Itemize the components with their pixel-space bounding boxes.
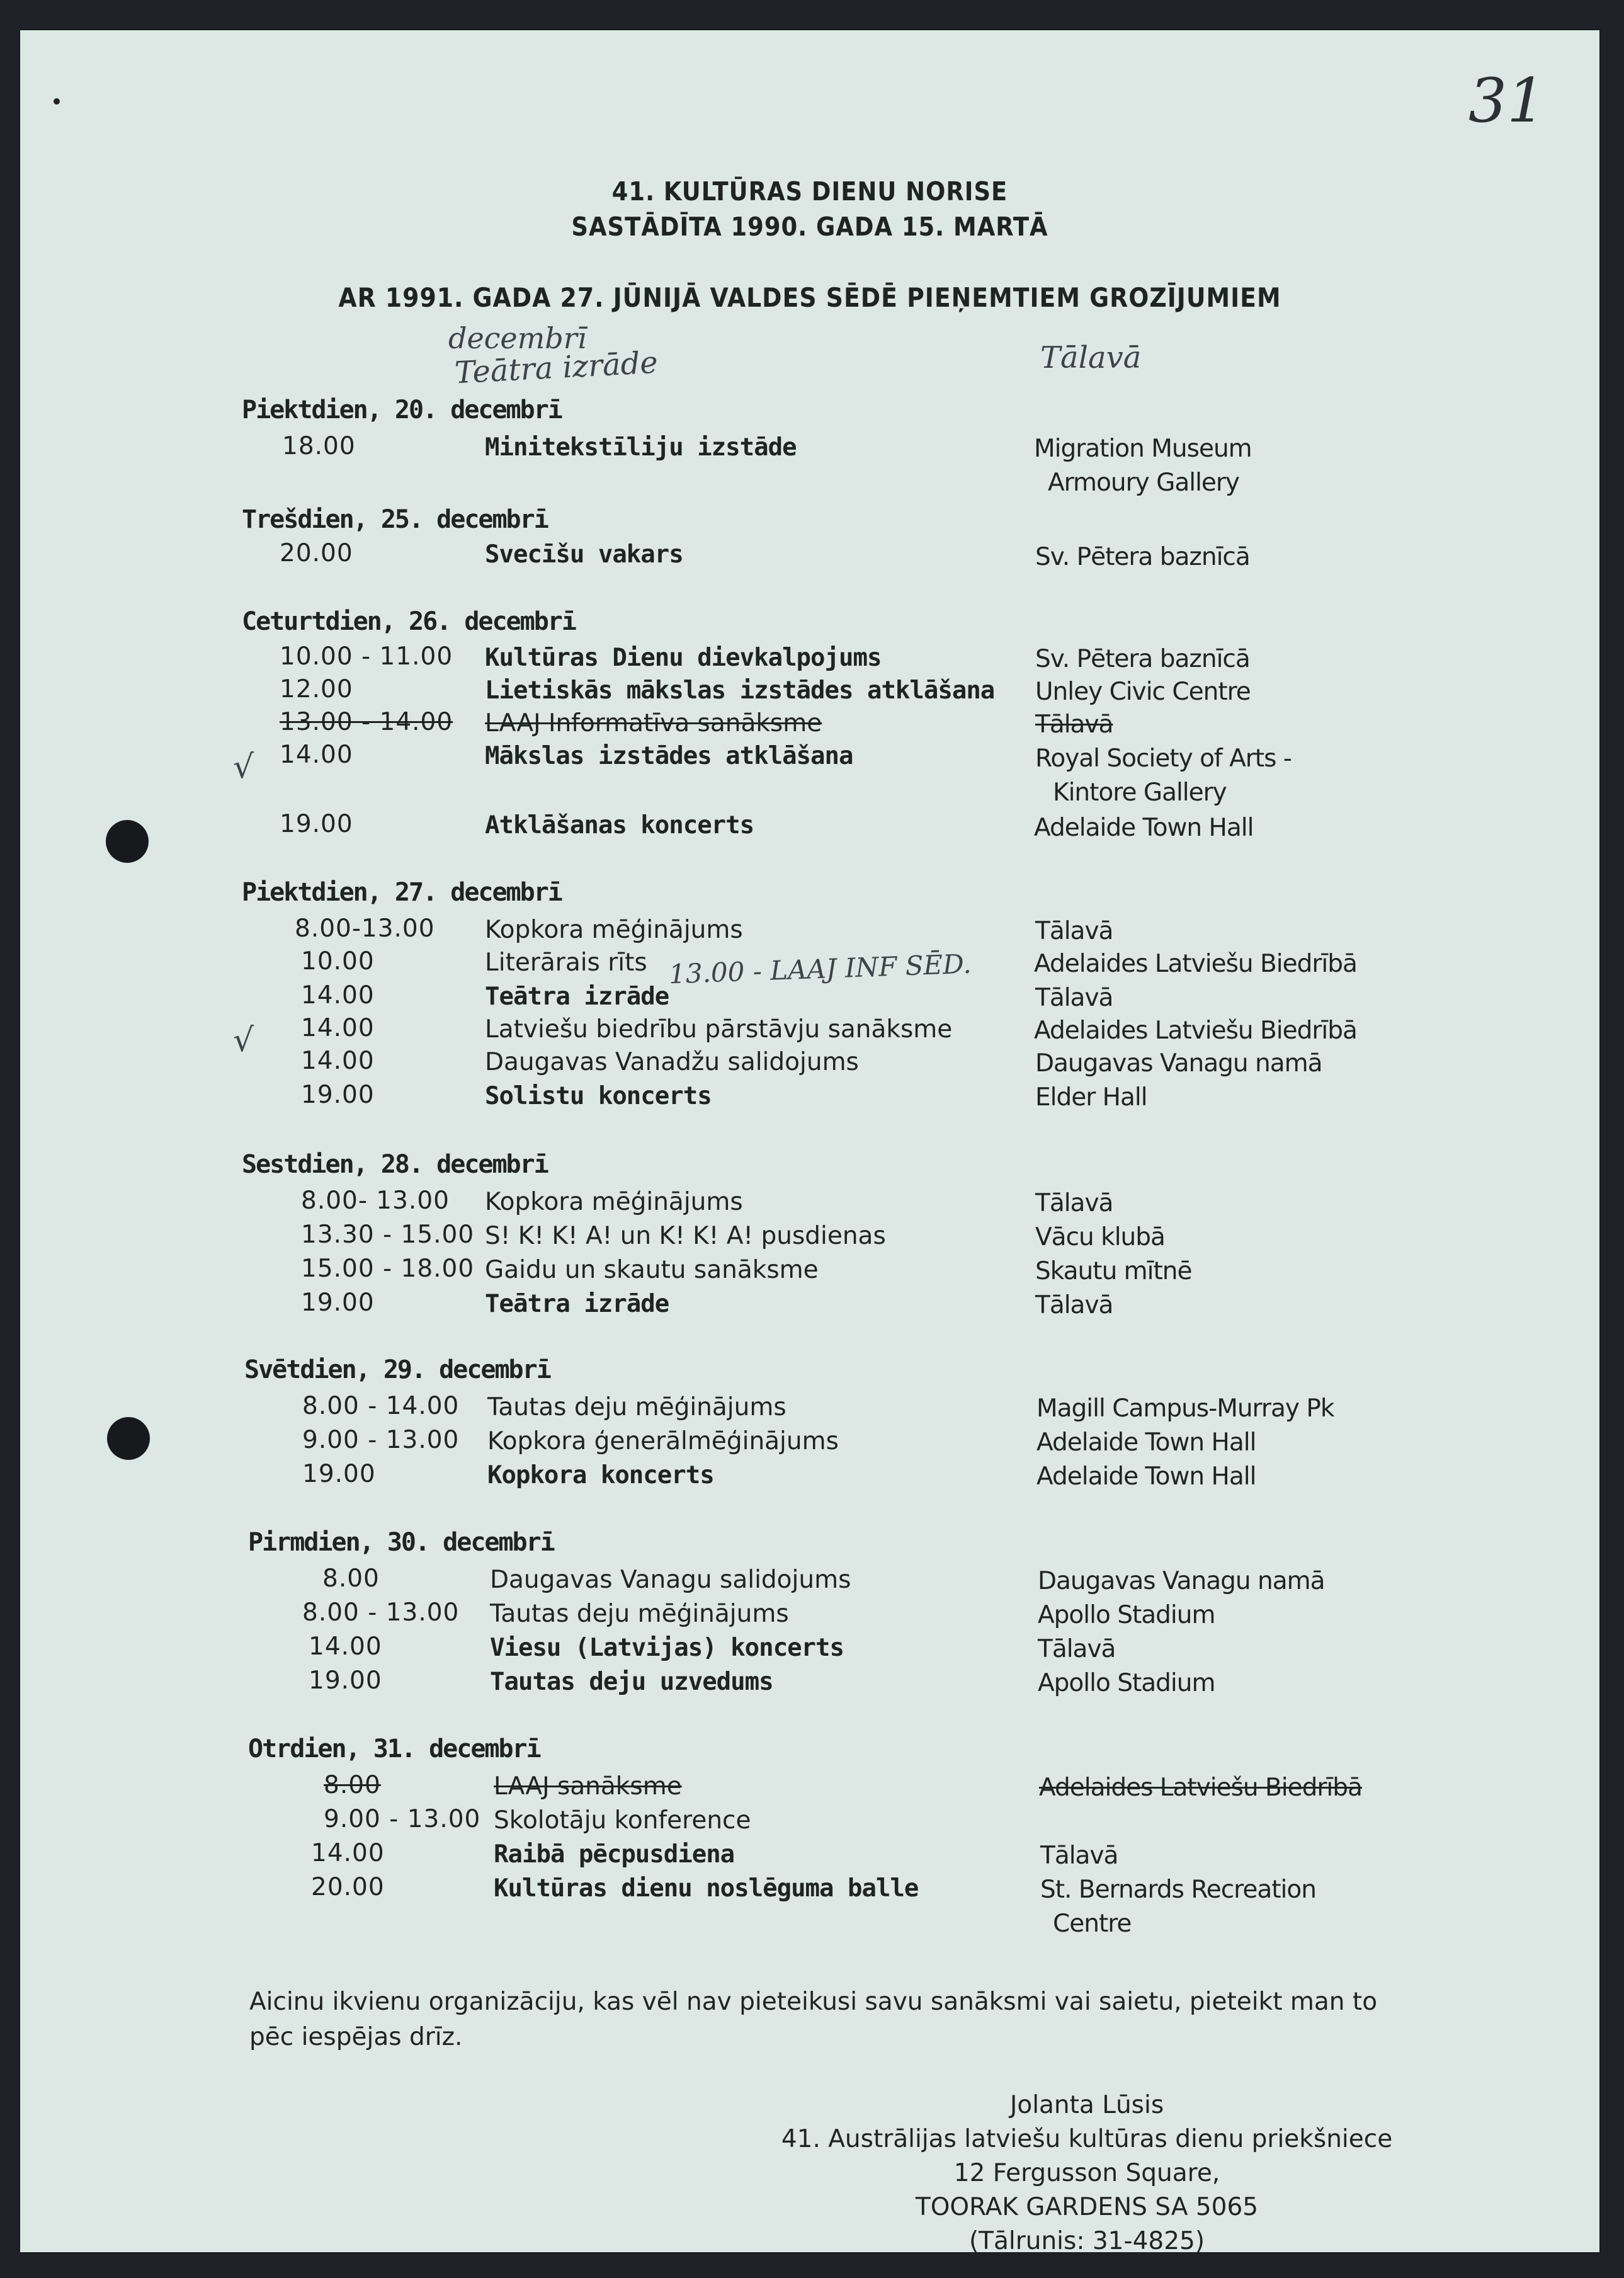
event-time: 18.00	[282, 432, 356, 460]
event-time: 13.30 - 15.00	[301, 1221, 475, 1249]
event-title: Minitekstīliju izstāde	[485, 433, 797, 462]
event-place: Daugavas Vanagu namā	[1035, 1049, 1322, 1078]
day-heading: Pirmdien, 30. decembrī	[248, 1528, 554, 1557]
event-title: Atklāšanas koncerts	[485, 811, 754, 840]
event-title: Kultūras dienu noslēguma balle	[494, 1874, 919, 1903]
event-time-struck: 13.00 - 14.00	[280, 708, 453, 736]
day-heading: Piektdien, 27. decembrī	[242, 878, 562, 907]
event-title: Literārais rīts	[485, 948, 647, 977]
event-title: Kopkora ģenerālmēģinājums	[487, 1427, 839, 1455]
event-title: Tautas deju mēģinājums	[490, 1600, 789, 1628]
event-time: 9.00 - 13.00	[302, 1426, 460, 1454]
event-title: Daugavas Vanadžu salidojums	[485, 1048, 859, 1076]
event-time: 9.00 - 13.00	[324, 1805, 481, 1833]
event-place: Adelaides Latviešu Biedrībā	[1034, 950, 1357, 978]
day-heading: Svētdien, 29. decembrī	[244, 1355, 550, 1384]
event-place: Sv. Pētera baznīcā	[1035, 543, 1250, 571]
event-place: Adelaide Town Hall	[1036, 1462, 1256, 1491]
event-time: 20.00	[311, 1873, 385, 1901]
event-title: Kopkora mēģinājums	[485, 1188, 743, 1216]
event-time: 8.00-13.00	[295, 914, 435, 943]
event-place: Adelaide Town Hall	[1034, 814, 1254, 842]
event-place-line2: Armoury Gallery	[1048, 469, 1240, 497]
event-place: Tālavā	[1035, 984, 1113, 1012]
event-place-struck: Tālavā	[1035, 710, 1113, 739]
event-title: Tautas deju uzvedums	[490, 1668, 773, 1696]
event-place: Tālavā	[1035, 917, 1113, 945]
event-place: Tālavā	[1035, 1291, 1113, 1319]
day-heading: Otrdien, 31. decembrī	[248, 1734, 540, 1763]
signature-name: Jolanta Lūsis	[1009, 2091, 1164, 2119]
event-time: 10.00	[301, 947, 375, 976]
event-title: Daugavas Vanagu salidojums	[490, 1566, 851, 1594]
event-time: 14.00	[280, 741, 353, 769]
event-time: 10.00 - 11.00	[280, 642, 453, 671]
event-title: Tautas deju mēģinājums	[487, 1393, 786, 1421]
header-line-2: SASTĀDĪTA 1990. GADA 15. MARTĀ	[571, 212, 1048, 242]
event-time: 19.00	[280, 810, 353, 838]
handwritten-note-teatra: Teātra izrāde	[453, 345, 659, 391]
event-place: Adelaides Latviešu Biedrībā	[1034, 1017, 1357, 1045]
event-place-struck: Adelaides Latviešu Biedrībā	[1039, 1774, 1362, 1802]
event-place: Skautu mītnē	[1035, 1257, 1192, 1285]
event-time: 19.00	[302, 1460, 376, 1488]
handwritten-note-decembri: decembrī	[448, 321, 587, 355]
event-place: Tālavā	[1038, 1635, 1116, 1663]
event-time: 19.00	[309, 1666, 382, 1695]
event-title: Skolotāju konference	[494, 1806, 751, 1835]
event-place: Adelaide Town Hall	[1036, 1428, 1256, 1457]
day-heading: Ceturtdien, 26. decembrī	[242, 607, 576, 636]
event-time: 20.00	[280, 539, 353, 567]
event-place: Daugavas Vanagu namā	[1038, 1567, 1325, 1595]
event-place: Tālavā	[1040, 1842, 1118, 1870]
event-time: 19.00	[301, 1081, 375, 1109]
event-time: 19.00	[301, 1289, 375, 1317]
header-line-3: AR 1991. GADA 27. JŪNIJĀ VALDES SĒDĒ PIEŅEMTIEM GROZĪJUMIEM	[338, 282, 1281, 313]
event-title: Latviešu biedrību pārstāvju sanāksme	[485, 1015, 953, 1044]
event-time: 15.00 - 18.00	[301, 1255, 475, 1283]
signature-role: 41. Austrālijas latviešu kultūras dienu priekšniece	[781, 2125, 1393, 2153]
event-title: Gaidu un skautu sanāksme	[485, 1256, 819, 1284]
day-heading: Piektdien, 20. decembrī	[242, 396, 562, 424]
event-place: Apollo Stadium	[1038, 1669, 1215, 1697]
event-title: Mākslas izstādes atklāšana	[485, 742, 853, 770]
event-title-struck: LAAJ Informatīva sanāksme	[485, 709, 822, 738]
event-place: St. Bernards Recreation	[1040, 1876, 1316, 1904]
event-title-struck: LAAJ sanāksme	[494, 1772, 682, 1801]
handwritten-checkmark-2: √	[233, 1022, 254, 1059]
event-title: Svecīšu vakars	[485, 540, 683, 569]
punch-hole-top	[106, 820, 149, 863]
signature-address-line-2: TOORAK GARDENS SA 5065	[915, 2193, 1259, 2221]
signature-phone: (Tālrunis: 31-4825)	[968, 2227, 1205, 2255]
event-title: Solistu koncerts	[485, 1082, 712, 1110]
handwritten-note-talava: Tālavā	[1040, 340, 1142, 375]
event-title: Viesu (Latvijas) koncerts	[490, 1634, 844, 1662]
event-place-line2: Kintore Gallery	[1053, 778, 1227, 807]
event-title: Kultūras Dienu dievkalpojums	[485, 644, 882, 672]
event-time: 8.00- 13.00	[301, 1187, 450, 1215]
event-place: Royal Society of Arts -	[1035, 744, 1292, 773]
event-title: Raibā pēcpusdiena	[494, 1840, 735, 1869]
event-title: Teātra izrāde	[485, 1290, 669, 1318]
event-time: 8.00 - 14.00	[302, 1392, 460, 1420]
day-heading: Sestdien, 28. decembrī	[242, 1150, 548, 1179]
header-line-1: 41. KULTŪRAS DIENU NORISE	[611, 176, 1008, 207]
event-title: Teātra izrāde	[485, 982, 669, 1011]
event-title: Kopkora koncerts	[487, 1461, 714, 1489]
event-place: Sv. Pētera baznīcā	[1035, 645, 1250, 673]
handwritten-note-laaj: 13.00 - LAAJ INF SĒD.	[668, 948, 972, 990]
event-time-struck: 8.00	[324, 1771, 381, 1799]
event-time: 8.00	[322, 1564, 380, 1593]
signature-address-line-1: 12 Fergusson Square,	[953, 2159, 1220, 2187]
event-time: 14.00	[301, 1014, 375, 1042]
event-time: 14.00	[301, 1047, 375, 1075]
event-place: Apollo Stadium	[1038, 1601, 1215, 1629]
event-time: 14.00	[301, 981, 375, 1010]
event-place: Unley Civic Centre	[1035, 678, 1251, 706]
event-place: Migration Museum	[1034, 435, 1252, 463]
event-place-line2: Centre	[1053, 1910, 1132, 1938]
event-title: S! K! K! A! un K! K! A! pusdienas	[485, 1222, 886, 1250]
event-place: Magill Campus-Murray Pk	[1036, 1394, 1334, 1423]
document-page	[20, 30, 1599, 2255]
event-title: Lietiskās mākslas izstādes atklāšana	[485, 676, 995, 705]
event-time: 14.00	[311, 1839, 385, 1867]
event-time: 8.00 - 13.00	[302, 1598, 460, 1627]
event-place: Vācu klubā	[1035, 1223, 1165, 1251]
event-time: 14.00	[309, 1632, 382, 1661]
event-title: Kopkora mēģinājums	[485, 916, 743, 944]
day-heading: Trešdien, 25. decembrī	[242, 505, 548, 534]
event-time: 12.00	[280, 675, 353, 703]
event-place: Elder Hall	[1035, 1083, 1147, 1112]
closing-paragraph: Aicinu ikvienu organizāciju, kas vēl nav pieteikusi savu sanāksmi vai saietu, pieteikt man to pēc iespējas drīz.	[249, 1988, 1378, 2051]
punch-hole-bottom	[107, 1417, 150, 1460]
page-number: 31	[1468, 65, 1546, 136]
event-place: Tālavā	[1035, 1189, 1113, 1217]
ink-speck	[54, 98, 60, 105]
handwritten-checkmark-1: √	[233, 748, 254, 786]
